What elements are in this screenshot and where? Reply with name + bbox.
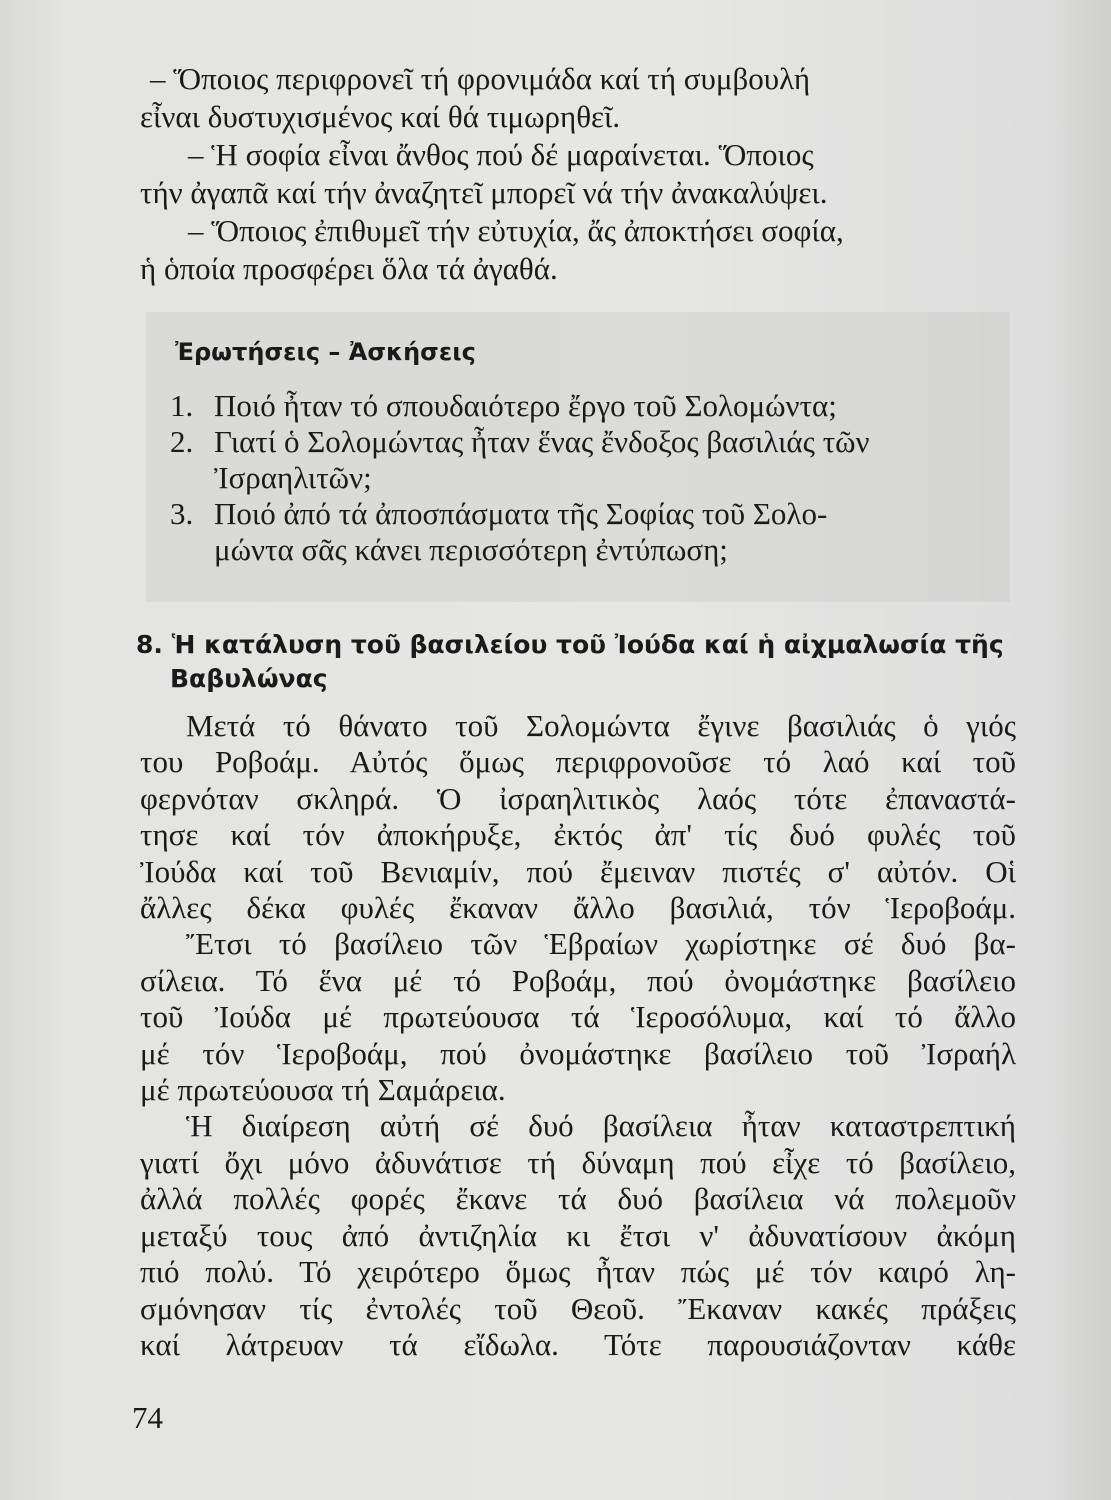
body-line: σμόνησαν τίς ἐντολές τοῦ Θεοῦ. Ἔκαναν κακές πράξεις xyxy=(140,1290,1016,1326)
body-line: πιό πολύ. Τό χειρότερο ὅμως ἦταν πώς μέ τόν καιρό λη- xyxy=(140,1254,1016,1290)
exercise-number: 3. xyxy=(170,496,194,531)
body-line: του Ροβοάμ. Αὐτός ὅμως περιφρονοῦσε τό λαό καί τοῦ xyxy=(140,744,1016,780)
exercise-item xyxy=(170,388,1010,424)
body-line: Μετά τό θάνατο τοῦ Σολομώντα ἔγινε βασιλιάς ὁ γιός xyxy=(186,708,1016,743)
exercise-number: 1. xyxy=(170,388,194,423)
body-line: γιατί ὄχι μόνο ἀδυνάτισε τή δύναμη πού εἶχε τό βασίλειο, xyxy=(140,1144,1016,1180)
quote-2-line-1: – Ἡ σοφία εἶναι ἄνθος πού δέ μαραίνεται. Ὅποιος xyxy=(188,137,814,172)
exercise-number: 2. xyxy=(170,424,194,459)
body-line: καί λάτρευαν τά εἴδωλα. Τότε παρουσιάζονταν κάθε xyxy=(140,1326,1016,1362)
section-title-line-2: Βαβυλώνας xyxy=(170,664,328,693)
exercise-text: μώντα σᾶς κάνει περισσότερη ἐντύπωση; xyxy=(214,532,728,567)
body-line: Ἔτσι τό βασίλειο τῶν Ἑβραίων χωρίστηκε σέ δυό βα- xyxy=(186,926,1016,962)
exercise-list xyxy=(170,388,1010,568)
body-line: Ἡ διαίρεση αὐτή σέ δυό βασίλεια ἦταν καταστρεπτική xyxy=(186,1108,1016,1144)
exercise-text: Ποιό ἦταν τό σπουδαιότερο ἔργο τοῦ Σολομώντα; xyxy=(214,388,837,423)
body-line: σίλεια. Τό ἕνα μέ τό Ροβοάμ, πού ὀνομάστηκε βασίλειο xyxy=(140,962,1016,998)
quote-2-line-2: τήν ἀγαπᾶ καί τήν ἀναζητεῖ μπορεῖ νά τήν ἀνακαλύψει. xyxy=(140,175,828,210)
body-line: ἀλλά πολλές φορές ἔκανε τά δυό βασίλεια νά πολεμοῦν xyxy=(140,1181,1016,1217)
body-line: ἄλλες δέκα φυλές ἔκαναν ἄλλο βασιλιά, τόν Ἱεροβοάμ. xyxy=(140,890,1016,926)
exercise-text: Ἰσραηλιτῶν; xyxy=(214,460,372,495)
exercise-text: Ποιό ἀπό τά ἀποσπάσματα τῆς Σοφίας τοῦ Σολο- xyxy=(214,496,828,531)
body-line: μεταξύ τους ἀπό ἀντιζηλία κι ἔτσι ν' ἀδυνατίσουν ἀκόμη xyxy=(140,1217,1016,1253)
body-line: Ἰούδα καί τοῦ Βενιαμίν, πού ἔμειναν πιστές σ' αὐτόν. Οἱ xyxy=(140,853,1016,889)
body-line: τοῦ Ἰούδα μέ πρωτεύουσα τά Ἱεροσόλυμα, καί τό ἄλλο xyxy=(140,999,1016,1035)
quote-3-line-2: ἡ ὁποία προσφέρει ὅλα τά ἀγαθά. xyxy=(140,251,558,286)
body-line: μέ πρωτεύουσα τή Σαμάρεια. xyxy=(140,1072,506,1108)
section-body xyxy=(140,708,1016,1363)
exercise-text: Γιατί ὁ Σολομώντας ἦταν ἕνας ἔνδοξος βασιλιάς τῶν xyxy=(214,424,870,459)
exercise-item xyxy=(170,496,1010,568)
exercises-heading: Ἐρωτήσεις – Ἀσκήσεις xyxy=(175,338,476,366)
exercise-item xyxy=(170,424,1010,496)
quote-3-line-1: – Ὅποιος ἐπιθυμεῖ τήν εὐτυχία, ἄς ἀποκτήσει σοφία, xyxy=(188,213,844,248)
page-number: 74 xyxy=(132,1400,163,1435)
body-line: φερνόταν σκληρά. Ὁ ἰσραηλιτικὸς λαός τότε ἐπαναστά- xyxy=(140,780,1016,816)
body-line: τησε καί τόν ἀποκήρυξε, ἐκτός ἀπ' τίς δυό φυλές τοῦ xyxy=(140,817,1016,853)
body-line: μέ τόν Ἱεροβοάμ, πού ὀνομάστηκε βασίλειο τοῦ Ἰσραήλ xyxy=(140,1035,1016,1071)
section-title xyxy=(136,628,1016,696)
quote-1-line-2: εἶναι δυστυχισμένος καί θά τιμωρηθεῖ. xyxy=(140,99,621,134)
section-title-line-1: 8. Ἡ κατάλυση τοῦ βασιλείου τοῦ Ἰούδα καί ἡ αἰχμαλωσία τῆς xyxy=(136,630,1004,659)
quote-1-line-1: – Ὅποιος περιφρονεῖ τή φρονιμάδα καί τή συμβουλή xyxy=(150,61,811,96)
